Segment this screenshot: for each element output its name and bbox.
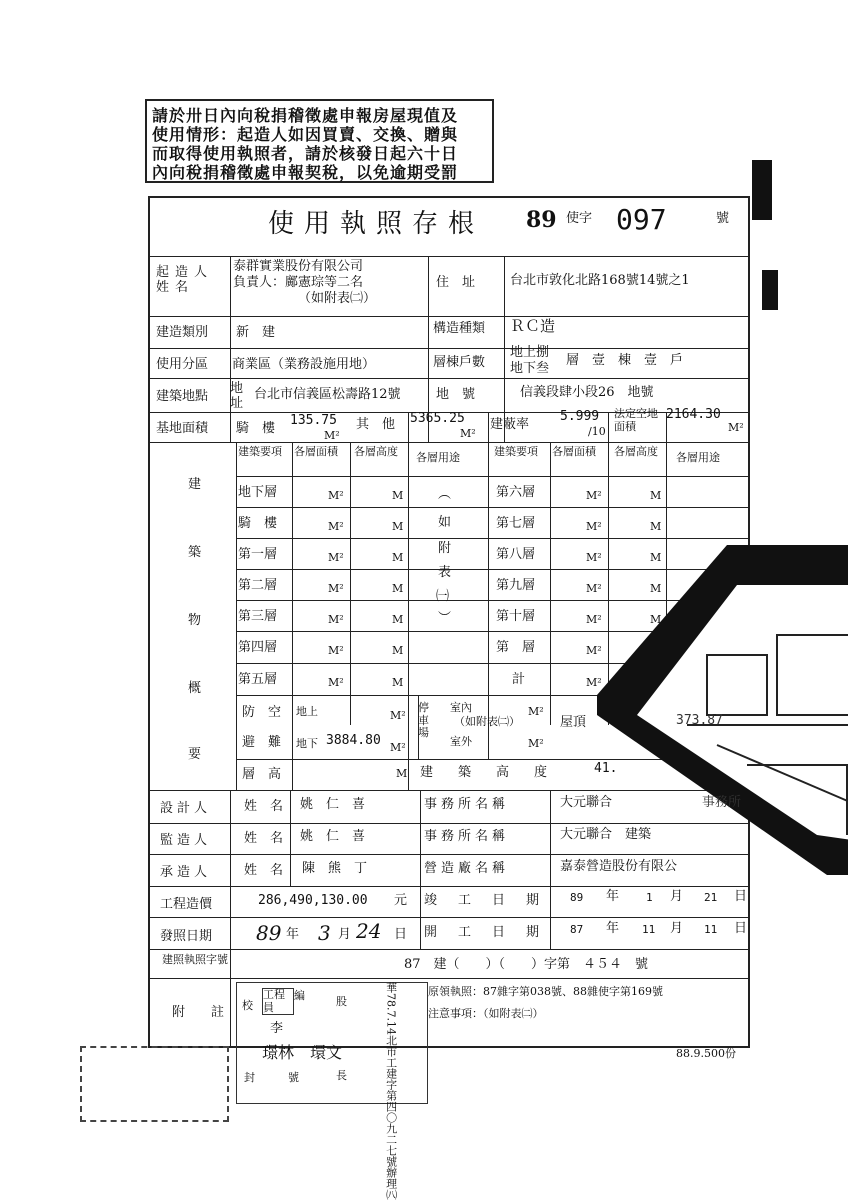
designer-office: 大元聯合: [560, 795, 613, 810]
floor-row-label: 第十層: [496, 609, 536, 624]
stamp-label-section: 股: [336, 995, 347, 1008]
contractor-name-label: 姓 名: [244, 863, 284, 878]
stamp-name-2: 璟林: [262, 1043, 295, 1062]
parking-outdoor: 室外: [450, 735, 472, 748]
arcade-unit: M²: [324, 429, 340, 442]
unit-area: M²: [328, 644, 344, 657]
arcade-value: 135.75: [290, 413, 337, 428]
contractor-office-label: 營造廠名稱: [424, 861, 510, 876]
head-height: 各層高度: [354, 445, 398, 458]
notice-stamp: [145, 99, 494, 183]
start-day: 11: [704, 923, 718, 936]
address-value: 台北市敦化北路168號14號之1: [510, 273, 690, 288]
legal-open-unit: M²: [728, 421, 744, 434]
stamp-label-seal: 封: [244, 1071, 255, 1084]
head-usage: 各層用途: [416, 451, 460, 464]
floor-row-label: 第一層: [238, 547, 278, 562]
floor-row-label: 第七層: [496, 516, 536, 531]
floors-suffix: 層 壹 棟 壹 戶: [566, 353, 684, 368]
side-label: 概: [188, 681, 202, 696]
head-height-right: 各層高度: [614, 445, 658, 458]
remarks-line-1: 原領執照：87雜字第038號、88雜使字第169號: [428, 985, 663, 998]
floor-row-label: 第九層: [496, 578, 536, 593]
issue-day-label: 日: [394, 927, 408, 942]
designer-name: 姚 仁 喜: [300, 797, 366, 812]
supervisor-office-label: 事務所名稱: [424, 829, 510, 844]
usage-note: ㈠: [436, 589, 450, 604]
unit-height: M: [650, 613, 662, 626]
completion-day-label: 日: [734, 889, 748, 904]
floor-row-label: 第二層: [238, 578, 278, 593]
build-type-label: 建造類別: [156, 325, 209, 340]
unit-area: M²: [586, 551, 602, 564]
cost-label: 工程造價: [160, 897, 213, 912]
supervisor-office: 大元聯合 建築: [560, 827, 652, 842]
notice-line: 使用情形：起造人如因買賣、交換、贈與: [152, 125, 459, 144]
unit-height: M: [392, 613, 404, 626]
side-label: 要: [188, 747, 202, 762]
form-hao: 號: [716, 211, 730, 226]
parking-indoor-unit: M²: [528, 705, 544, 718]
unit-area: M²: [328, 613, 344, 626]
legal-open-label: 法定空地面積: [614, 407, 658, 433]
form-number: 097: [616, 203, 667, 236]
permit-no-value: 87 建（ ）（ ）字第 ４５４ 號: [404, 957, 649, 972]
unit-height: M: [392, 520, 404, 533]
floors-above: 地上捌: [510, 345, 550, 360]
supervisor-name-label: 姓 名: [244, 831, 284, 846]
floor-height-label: 層 高: [242, 767, 282, 782]
shelter-below-unit: M²: [390, 741, 406, 754]
supervisor-label: 監造人: [160, 833, 212, 848]
unit-area: M²: [586, 676, 602, 689]
seal-stamp: [80, 1046, 229, 1122]
start-month-label: 月: [670, 921, 684, 936]
contractor-label: 承造人: [160, 865, 212, 880]
head-area-right: 各層面積: [552, 445, 596, 458]
address-label: 住 址: [436, 275, 476, 290]
coverage-label: 建蔽率: [490, 417, 530, 432]
head-item-right: 建築要項: [494, 445, 538, 458]
completion-month-label: 月: [670, 889, 684, 904]
site-addr-tag: 地址: [230, 381, 244, 411]
unit-area: M²: [328, 676, 344, 689]
completion-month: 1: [646, 891, 653, 904]
unit-area: M²: [328, 489, 344, 502]
stamp-label-edit: 編: [294, 989, 305, 1002]
shelter-label-2: 避 難: [242, 735, 282, 750]
issue-month-label: 月: [338, 927, 352, 942]
unit-height: M: [392, 582, 404, 595]
shelter-above-unit: M²: [390, 709, 406, 722]
usage-note: 表: [438, 565, 452, 580]
unit-area: M²: [328, 520, 344, 533]
usage-note: 附: [438, 541, 452, 556]
designer-office-tail: 事務所: [702, 795, 742, 810]
completion-label: 竣 工 日 期: [424, 893, 544, 908]
unit-height: M: [392, 676, 404, 689]
start-year-label: 年: [606, 921, 620, 936]
start-label: 開 工 日 期: [424, 925, 544, 940]
edge-mark: [752, 160, 772, 220]
start-year: 87: [570, 923, 584, 936]
notice-line: 內向稅捐稽徵處申報契稅，以免逾期受罰: [152, 163, 459, 182]
floors-count-label: 層棟戶數: [433, 355, 486, 370]
start-month: 11: [642, 923, 656, 936]
notice-line: 請於卅日內向稅捐稽徵處申報房屋現值及: [152, 106, 459, 125]
unit-height: M: [392, 551, 404, 564]
unit-area: M²: [328, 551, 344, 564]
stamp-name-3: 環文: [310, 1043, 343, 1062]
usage-note: ︵: [438, 487, 452, 502]
unit-area: M²: [328, 582, 344, 595]
applicant-rep: 負責人：鄺憲琮等二名: [233, 275, 364, 290]
arcade-label: 騎 樓: [236, 421, 276, 436]
floors-below: 地下叁: [510, 361, 550, 376]
site-label: 建築地點: [156, 389, 209, 404]
structure-value: ＲＣ造: [510, 317, 556, 335]
approval-note: 華78.7.14北市工建字第四〇九二七號辦理㈧: [384, 982, 398, 1200]
issue-month: 3: [318, 921, 331, 945]
remarks-label: 附 註: [172, 1005, 225, 1020]
head-usage-right: 各層用途: [676, 451, 720, 464]
unit-height: M: [650, 582, 662, 595]
other-value: 5365.25: [410, 411, 465, 426]
stamp-label-chief: 長: [336, 1069, 347, 1082]
building-height-label: 建 築 高 度: [420, 765, 554, 780]
stamp-label-engineer: 工程員: [262, 988, 294, 1015]
legal-open-value: 2164.30: [666, 407, 721, 422]
lot-label: 地 號: [436, 387, 476, 402]
applicant-attach: （如附表㈡）: [298, 291, 377, 306]
notice-line: 而取得使用執照者，請於核發日起六十日: [152, 144, 459, 163]
start-day-label: 日: [734, 921, 748, 936]
unit-height: M: [650, 520, 662, 533]
shelter-below-label: 地下: [296, 737, 318, 750]
coverage-value: 5.999: [560, 409, 600, 424]
unit-area: M²: [586, 644, 602, 657]
supervisor-name: 姚 仁 喜: [300, 829, 366, 844]
floor-row-label: 第四層: [238, 640, 278, 655]
issue-year: 89: [256, 921, 282, 945]
cost-unit: 元: [394, 893, 408, 908]
coverage-denominator: /10: [588, 425, 606, 438]
issue-label: 發照日期: [160, 929, 213, 944]
side-label: 築: [188, 545, 202, 560]
other-label: 其 他: [356, 417, 396, 432]
edge-mark: [762, 270, 778, 310]
unit-height: M: [392, 489, 404, 502]
parking-indoor: 室內: [450, 701, 472, 714]
completion-year-label: 年: [606, 889, 620, 904]
unit-area: M²: [586, 613, 602, 626]
site-address: 台北市信義區松壽路12號: [254, 387, 401, 402]
unit-area: M²: [586, 582, 602, 595]
unit-area: M²: [586, 520, 602, 533]
black-stamp-mark: [597, 545, 848, 875]
completion-day: 21: [704, 891, 718, 904]
applicant-label: 起造人姓名: [156, 265, 214, 295]
permit-no-label: 建照執照字號: [162, 953, 228, 966]
print-info: 88.9.500份: [676, 1047, 736, 1060]
shelter-above-label: 地上: [296, 705, 318, 718]
structure-label: 構造種類: [433, 321, 486, 336]
floor-row-label: 第六層: [496, 485, 536, 500]
building-height-value: 41.: [594, 761, 618, 776]
build-type-value: 新 建: [236, 325, 276, 340]
unit-height: M: [650, 551, 662, 564]
issue-year-label: 年: [286, 927, 300, 942]
issue-day: 24: [356, 919, 382, 943]
roof-label: 屋頂: [560, 715, 587, 730]
site-area-label: 基地面積: [156, 421, 209, 436]
remarks-line-2: 注意事項：（如附表㈡）: [428, 1007, 544, 1020]
floor-row-label: 騎 樓: [238, 516, 278, 531]
unit-height: M: [392, 644, 404, 657]
side-label: 建: [188, 477, 202, 492]
other-unit: M²: [460, 427, 476, 440]
parking-note: （如附表㈡）: [454, 715, 520, 728]
designer-label: 設計人: [160, 801, 212, 816]
designer-name-label: 姓 名: [244, 799, 284, 814]
completion-year: 89: [570, 891, 584, 904]
floor-row-label: 地下層: [238, 485, 278, 500]
unit-height: M: [650, 489, 662, 502]
cost-value: 286,490,130.00: [258, 893, 368, 908]
floor-row-label: 第 層: [496, 640, 536, 655]
floor-height-unit: M: [396, 767, 408, 780]
shelter-below-value: 3884.80: [326, 733, 381, 748]
unit-area: M²: [586, 489, 602, 502]
floor-row-label: 計: [512, 672, 526, 687]
lot-value: 信義段肆小段26 地號: [520, 385, 654, 400]
applicant-company: 泰群實業股份有限公司: [233, 259, 364, 274]
usage-value: 商業區（業務設施用地）: [232, 357, 376, 372]
floor-row-label: 第五層: [238, 672, 278, 687]
roof-value: 373.87: [676, 713, 723, 728]
designer-office-label: 事務所名稱: [424, 797, 510, 812]
usage-label: 使用分區: [156, 357, 209, 372]
form-year: 89: [526, 207, 557, 233]
floor-row-label: 第三層: [238, 609, 278, 624]
contractor-name: 陳 熊 丁: [302, 861, 368, 876]
side-label: 物: [188, 613, 202, 628]
form-zi: 使字: [566, 211, 593, 226]
stamp-name-1: 李: [270, 1021, 284, 1036]
usage-note: 如: [438, 515, 452, 530]
parking-outdoor-unit: M²: [528, 737, 544, 750]
head-area: 各層面積: [294, 445, 338, 458]
parking-label: 停車場: [418, 701, 429, 740]
shelter-label-1: 防 空: [242, 705, 282, 720]
contractor-office: 嘉泰營造股份有限公: [560, 859, 678, 874]
floor-row-label: 第八層: [496, 547, 536, 562]
stamp-label-check: 校: [242, 999, 253, 1012]
stamp-label-number: 號: [288, 1071, 299, 1084]
form-title: 使用執照存根: [268, 209, 485, 239]
head-item: 建築要項: [238, 445, 282, 458]
usage-note: ︶: [438, 611, 452, 626]
